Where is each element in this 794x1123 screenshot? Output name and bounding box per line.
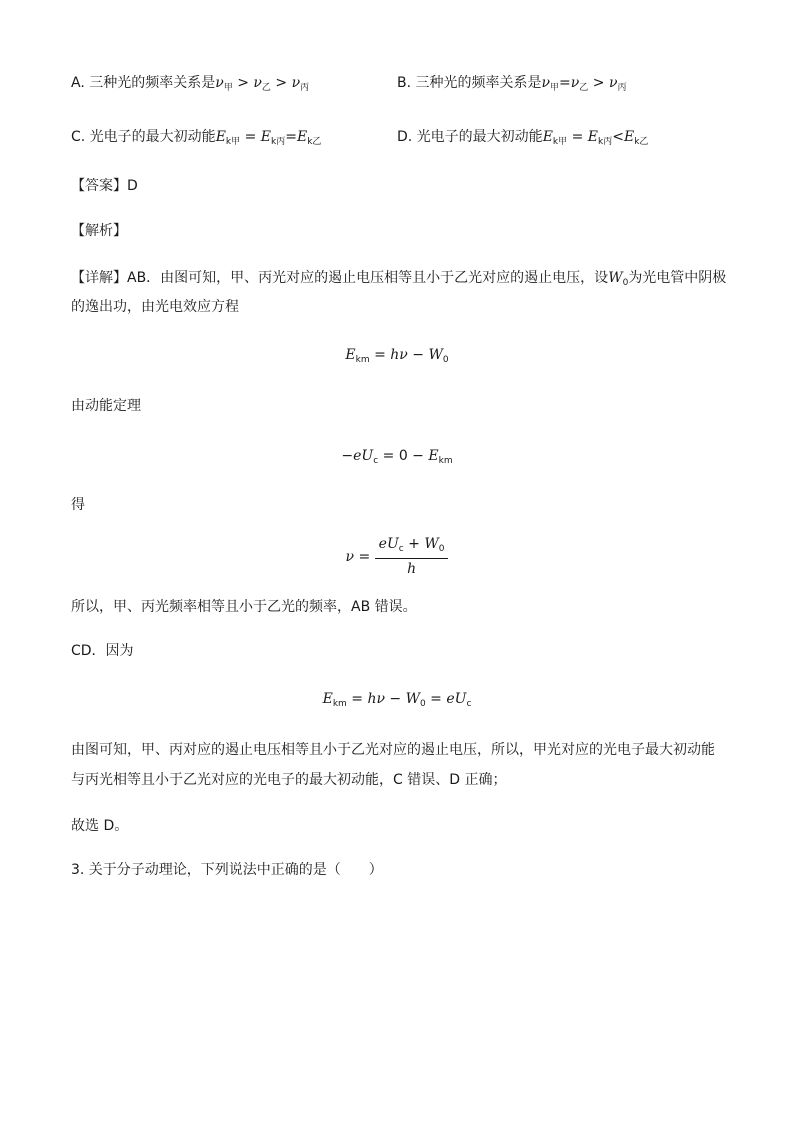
conclusion-1: 所以，甲、丙光频率相等且小于乙光的频率，AB 错误。 [71,599,417,615]
option-d-letter: D. [397,129,413,145]
answer-label: 【答案】 [71,178,127,194]
equation-combined: $E_{km} = h\nu - W_0 = eU_c$ [322,691,472,709]
option-c: C. 光电子的最大初动能$E_{k甲} = E_{k丙}=E_{k乙}$ [71,129,322,147]
option-d-text: 光电子的最大初动能 [416,129,543,145]
option-b-text: 三种光的频率关系是 [415,75,542,91]
option-b-letter: B. [397,75,412,91]
detail-line-1: 【详解】AB．由图可知，甲、丙光对应的遏止电压相等且小于乙光对应的遏止电压，设$W_0$为光电管中阴极 [71,270,727,288]
answer-value: D [127,178,138,194]
cd-line: CD．因为 [71,643,134,659]
paragraph-line-2: 与丙光相等且小于乙光对应的光电子的最大初动能，C 错误、D 正确； [71,772,507,788]
equation-kinetic: $-eU_c = 0 - E_{km}$ [341,448,453,466]
option-c-text: 光电子的最大初动能 [89,129,216,145]
option-a: A. 三种光的频率关系是$\nu_甲 > \nu_乙 > \nu_丙$ [71,75,310,93]
option-b: B. 三种光的频率关系是$\nu_甲=\nu_乙 > \nu_丙$ [397,75,627,93]
option-a-text: 三种光的频率关系是 [89,75,216,91]
option-d: D. 光电子的最大初动能$E_{k甲} = E_{k丙}<E_{k乙}$ [397,129,649,147]
option-a-letter: A. [71,75,85,91]
equation-photoelectric: $E_{km} = h\nu - W_0$ [345,347,449,365]
detail-line-2: 的逸出功，由光电效应方程 [71,299,239,315]
option-c-letter: C. [71,129,86,145]
final-answer: 故选 D。 [71,818,129,834]
paragraph-line-1: 由图可知，甲、丙对应的遏止电压相等且小于乙光对应的遏止电压，所以，甲光对应的光电子最大初动能 [71,742,715,758]
question-3: 3. 关于分子动理论，下列说法中正确的是（ ） [71,862,383,878]
analysis-label: 【解析】 [71,223,127,239]
detail-label: 【详解】 [71,270,127,286]
de-line: 得 [71,497,85,513]
theorem-line: 由动能定理 [71,398,141,414]
answer-line [71,176,138,196]
equation-frequency: ν = $\frac{eU_c + W_0}{h}$ [0,535,794,579]
